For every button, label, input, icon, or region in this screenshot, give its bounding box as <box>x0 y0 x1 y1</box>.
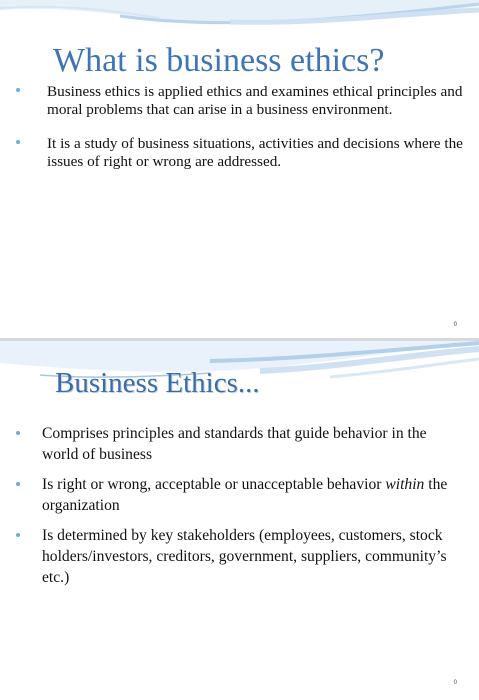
slide-number: 0 <box>453 680 457 686</box>
bullet-text: Business ethics is applied ethics and examines ethical principles and moral problems that can arise in a business environment. <box>47 83 463 118</box>
bullet-text: Comprises principles and standards that guide behavior in the world of business <box>42 425 427 463</box>
slide-title: What is business ethics? <box>53 42 385 79</box>
bullet-marker <box>16 88 20 92</box>
slide-title: Business Ethics... <box>55 367 260 399</box>
bullet-text-before: Is right or wrong, acceptable or unacceptable behavior <box>42 476 386 493</box>
bullet-text: It is a study of business situations, activities and decisions where the issues of right or wrong are addressed. <box>47 135 463 170</box>
bullet-item <box>16 474 466 516</box>
bullet-list <box>16 83 466 170</box>
bullet-marker <box>16 482 20 486</box>
bullet-text-after: the organization <box>42 476 448 514</box>
bullet-marker <box>16 431 20 435</box>
bullet-text: Is determined by key stakeholders (employees, customers, stock holders/investors, creditors, government, suppliers, community’s etc.) <box>42 527 447 586</box>
bullet-marker <box>16 533 20 537</box>
bullet-item <box>16 423 466 465</box>
slide-2 <box>0 341 479 700</box>
slide-1 <box>0 0 479 338</box>
bullet-text-emphasis: within <box>385 476 425 493</box>
bullet-list <box>16 423 466 588</box>
slide-number: 0 <box>453 322 457 328</box>
bullet-item <box>16 135 466 170</box>
bullet-marker <box>16 140 20 144</box>
bullet-item <box>16 83 466 118</box>
bullet-item <box>16 525 466 588</box>
